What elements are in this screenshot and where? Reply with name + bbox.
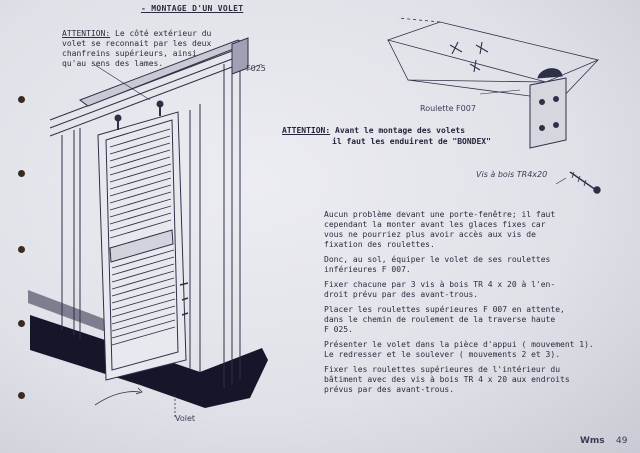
- instruction-line: Le redresser et le soulever ( mouvements 2 et 3).: [324, 350, 561, 359]
- instruction-line: Fixer les roulettes supérieures de l'intérieur du: [324, 365, 561, 374]
- label-volet: Volet: [175, 414, 196, 423]
- label-roulette: Roulette F007: [420, 104, 476, 113]
- side-note-line: qu'au sens des lames.: [62, 59, 164, 68]
- instruction-line: F 025.: [324, 325, 353, 334]
- instruction-line: Aucun problème devant une porte-fenêtre; il faut: [324, 210, 556, 219]
- side-note-line: volet se reconnait par les deux: [62, 39, 212, 48]
- attention-line: il faut les enduirent de "BONDEX": [332, 137, 491, 146]
- instruction-line: vous ne pourriez plus avoir accès aux vis de: [324, 230, 536, 239]
- attention-note: [282, 125, 465, 136]
- instruction-line: droit prévu par des avant-trous.: [324, 290, 479, 299]
- instruction-line: Donc, au sol, équiper le volet de ses roulettes: [324, 255, 551, 264]
- side-note-label: ATTENTION:: [62, 29, 111, 38]
- instruction-line: Présenter le volet dans la pièce d'appui ( mouvement 1).: [324, 340, 594, 349]
- instruction-line: prévus par des avant-trous.: [324, 385, 455, 394]
- side-note: [62, 29, 211, 40]
- attention-label: ATTENTION:: [282, 126, 331, 135]
- instruction-line: Fixer chacune par 3 vis à bois TR 4 x 20 à l'en-: [324, 280, 556, 289]
- instruction-line: cependant la monter avant les glaces fixes car: [324, 220, 546, 229]
- side-note-line: chanfreins supérieurs, ainsi: [62, 49, 197, 58]
- label-f025: F025: [246, 64, 266, 73]
- instruction-line: Placer les roulettes supérieures F 007 en attente,: [324, 305, 565, 314]
- footer-brand: Wms: [580, 436, 605, 446]
- instruction-line: fixation des roulettes.: [324, 240, 435, 249]
- label-vis: Vis à bois TR4x20: [476, 170, 548, 179]
- side-note-line: Le côté extérieur du: [115, 29, 212, 38]
- attention-line: Avant le montage des volets: [335, 126, 466, 135]
- page-number: 49: [616, 436, 628, 446]
- instruction-line: dans le chemin de roulement de la traverse haute: [324, 315, 556, 324]
- instruction-line: bâtiment avec des vis à bois TR 4 x 20 aux endroits: [324, 375, 570, 384]
- instruction-line: inférieures F 007.: [324, 265, 411, 274]
- page-title: - MONTAGE D'UN VOLET: [141, 4, 243, 13]
